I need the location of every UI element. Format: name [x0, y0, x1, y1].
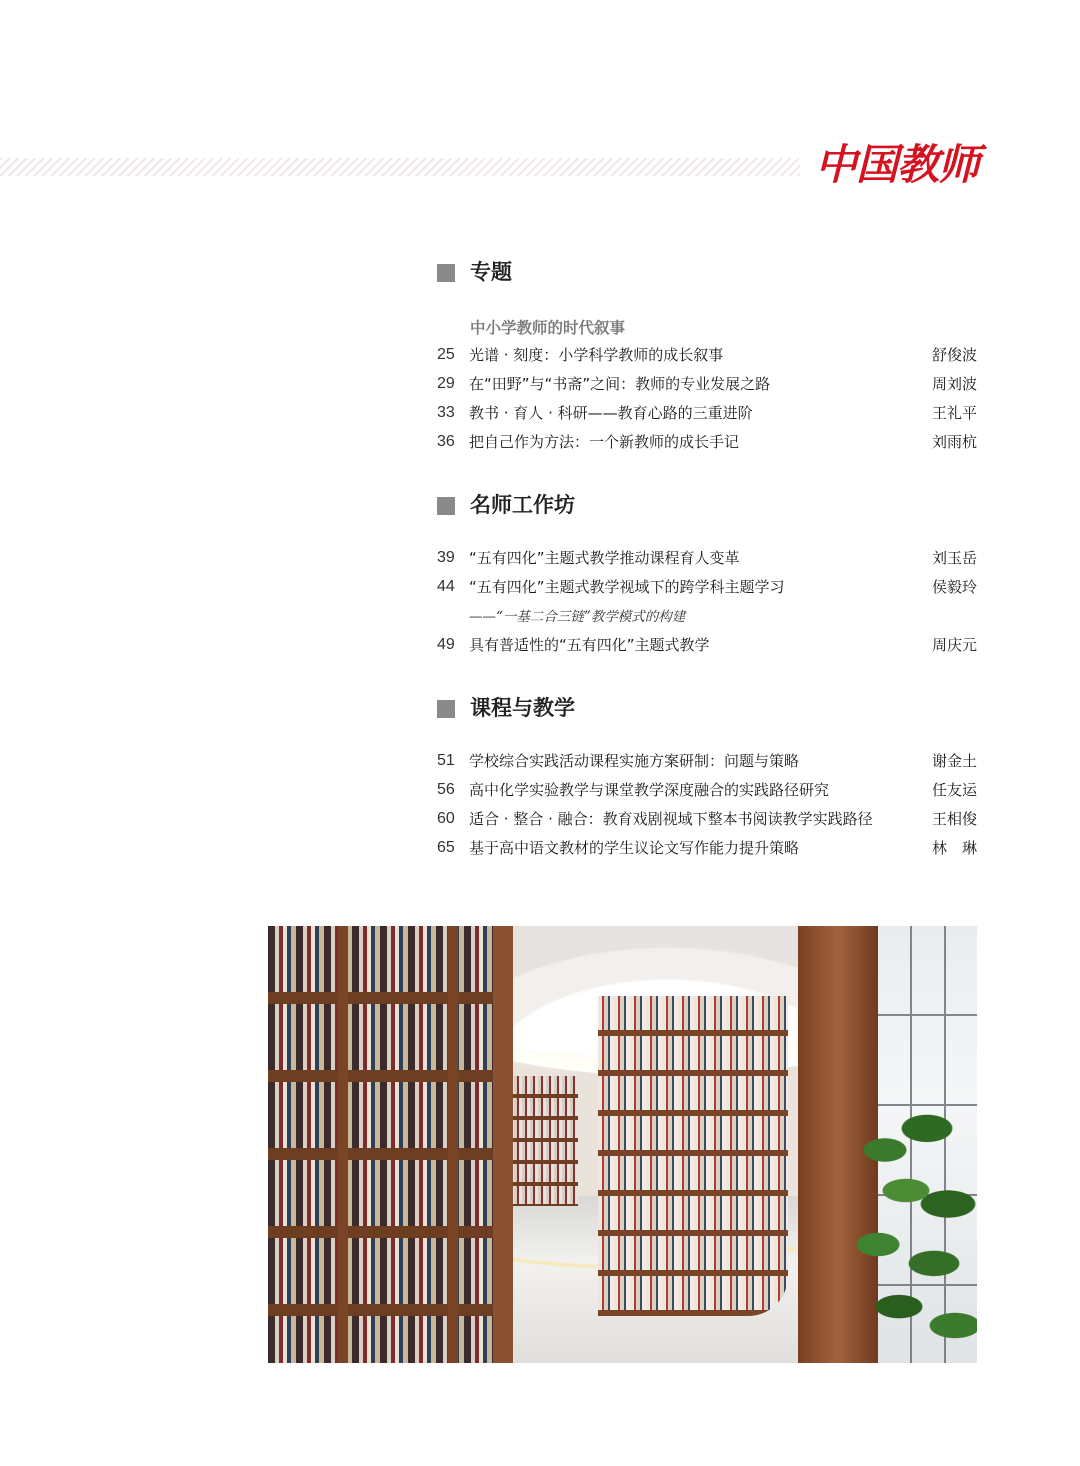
article-author: 任友运	[931, 781, 977, 799]
article-author: 王相俊	[931, 810, 977, 828]
article-title: 适合 · 整合 · 融合：教育戏剧视域下整本书阅读教学实践路径	[469, 810, 873, 828]
page-number: 39	[437, 549, 455, 566]
library-bookshelves-photo	[268, 926, 977, 1363]
toc-entry[interactable]	[437, 372, 979, 396]
page-number: 33	[437, 404, 455, 421]
section-square-icon	[437, 700, 455, 718]
section-square-icon	[437, 497, 455, 515]
section-header	[437, 255, 979, 289]
toc-entry[interactable]	[437, 749, 979, 773]
toc-entry[interactable]	[437, 546, 979, 570]
section-header	[437, 691, 979, 725]
header-stripe	[0, 158, 800, 176]
article-author: 林 琳	[931, 839, 977, 857]
article-author: 周庆元	[931, 636, 977, 654]
toc-entry[interactable]	[437, 807, 979, 831]
toc-section-special-topic	[437, 255, 979, 451]
article-title: 基于高中语文教材的学生议论文写作能力提升策略	[469, 839, 800, 857]
article-author: 侯毅玲	[931, 578, 977, 596]
section-square-icon	[437, 264, 455, 282]
magazine-logo: 中国教师	[815, 140, 980, 189]
article-title: 把自己作为方法：一个新教师的成长手记	[469, 433, 740, 451]
article-title: “五有四化”主题式教学推动课程育人变革	[469, 549, 740, 567]
photo-right-shelf	[598, 996, 788, 1316]
article-subtitle: ——“一基二合三链”教学模式的构建	[469, 609, 686, 625]
page-number: 60	[437, 810, 455, 827]
section-title: 专题	[470, 260, 512, 284]
page-number: 36	[437, 433, 455, 450]
section-title: 名师工作坊	[470, 493, 575, 517]
page-number: 49	[437, 636, 455, 653]
photo-shelf-frame	[338, 926, 348, 1363]
article-author: 周刘波	[931, 375, 977, 393]
page-number: 65	[437, 839, 455, 856]
page-number: 56	[437, 781, 455, 798]
toc-entry[interactable]	[437, 633, 979, 657]
article-author: 谢金土	[931, 752, 977, 770]
toc-section-master-teacher-workshop	[437, 488, 979, 654]
article-title: 学校综合实践活动课程实施方案研制：问题与策略	[469, 752, 800, 770]
article-title: 高中化学实验教学与课堂教学深度融合的实践路径研究	[469, 781, 830, 799]
section-subhead: 中小学教师的时代叙事	[470, 319, 626, 337]
article-author: 舒俊波	[931, 346, 977, 364]
toc-section-curriculum-teaching	[437, 691, 979, 857]
article-title: 在“田野”与“书斋”之间：教师的专业发展之路	[469, 375, 771, 393]
article-author: 刘雨杭	[931, 433, 977, 451]
article-title: 光谱 · 刻度：小学科学教师的成长叙事	[469, 346, 724, 364]
photo-shelf-frame	[448, 926, 458, 1363]
section-header	[437, 488, 979, 522]
page-number: 29	[437, 375, 455, 392]
toc-entry[interactable]	[437, 575, 979, 599]
article-author: 王礼平	[931, 404, 977, 422]
section-title: 课程与教学	[470, 696, 575, 720]
page-number: 25	[437, 346, 455, 363]
photo-left-shelf	[268, 926, 508, 1363]
article-title: “五有四化”主题式教学视域下的跨学科主题学习	[469, 578, 785, 596]
page-number: 51	[437, 752, 455, 769]
article-title: 教书 · 育人 · 科研——教育心路的三重进阶	[469, 404, 753, 422]
toc-entry[interactable]	[437, 401, 979, 425]
toc-entry[interactable]	[437, 430, 979, 454]
toc-entry[interactable]	[437, 343, 979, 367]
toc-entry[interactable]	[437, 778, 979, 802]
page-number: 44	[437, 578, 455, 595]
article-author: 刘玉岳	[931, 549, 977, 567]
article-title: 具有普适性的“五有四化”主题式教学	[469, 636, 710, 654]
photo-shelf-edge	[493, 926, 513, 1363]
toc-entry[interactable]	[437, 836, 979, 860]
photo-plant	[843, 1096, 977, 1363]
